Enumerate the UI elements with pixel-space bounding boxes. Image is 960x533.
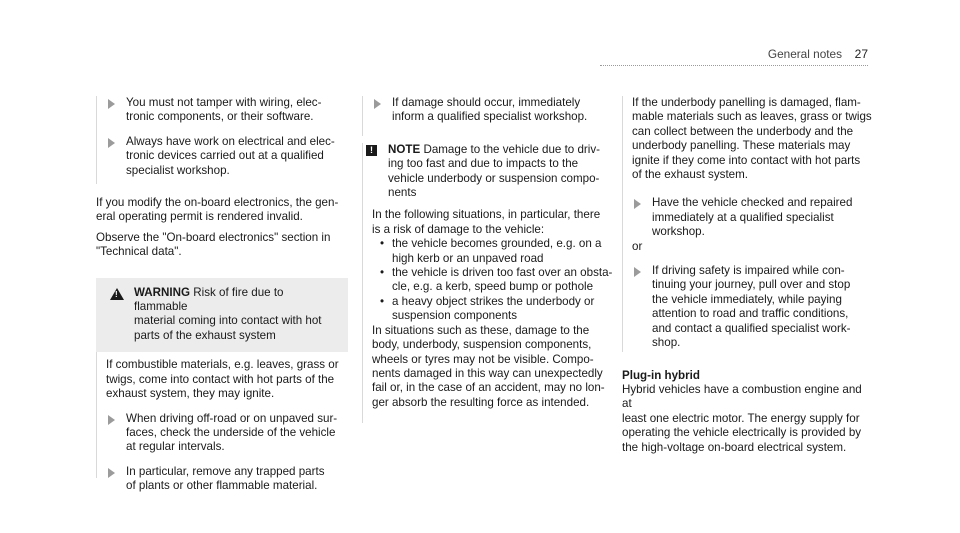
paragraph: If the underbody panelling is damaged, flam- mable materials such as leaves, grass or twigs can collect between the underbody and the underbody panelling. These materials may ignite if they come into contact with hot parts of the exhaust system. xyxy=(632,96,872,182)
note-closing: In situations such as these, damage to the body, underbody, suspension components, wheels or tyres may not be visible. Compo- nents damaged in this way can unexpectedly fail or, in the case of an accident, may no lon- ger absorb the resulting force as intended. xyxy=(372,323,605,409)
warning-heading: Risk of fire due to flammable material coming into contact with hot parts of the exhaust system xyxy=(134,285,322,342)
instruction-step xyxy=(362,96,614,125)
play-arrow-icon xyxy=(108,468,115,478)
list-item: • a heavy object strikes the underbody or suspension components xyxy=(372,295,614,324)
note-header xyxy=(362,143,614,201)
note-intro: In the following situations, in particular, there is a risk of damage to the vehicle: xyxy=(372,208,601,236)
paragraph: Hybrid vehicles have a combustion engine and at least one electric motor. The energy supply for operating the vehicle electrically is provided by the high-voltage on-board electrical system. xyxy=(622,382,862,454)
play-arrow-icon xyxy=(108,138,115,148)
step-text: If damage should occur, immediately inform a qualified specialist workshop. xyxy=(392,96,588,124)
or-label: or xyxy=(632,239,643,253)
column-3 xyxy=(622,96,874,455)
list-item: • the vehicle becomes grounded, e.g. on a high kerb or an unpaved road xyxy=(372,237,614,266)
note-box xyxy=(362,143,614,410)
note-label: NOTE xyxy=(388,142,421,156)
instruction-step xyxy=(622,264,874,350)
paragraph: Observe the "On-board electronics" section in "Technical data". xyxy=(96,230,331,259)
instruction-step xyxy=(96,96,348,125)
warning-header xyxy=(96,278,348,353)
play-arrow-icon xyxy=(374,99,381,109)
step-text: Always have work on electrical and elec- tronic devices carried out at a qualified specialist workshop. xyxy=(126,134,335,177)
warning-body: If combustible materials, e.g. leaves, grass or twigs, come into contact with hot parts of the exhaust system, they may ignite. xyxy=(106,358,339,401)
warning-triangle-icon: ! xyxy=(110,288,124,300)
step-text: If driving safety is impaired while con- tinuing your journey, pull over and stop the vehicle immediately, while paying attention to road and traffic conditions, and contact a qualified specialist work- shop. xyxy=(652,264,851,350)
list-item: • the vehicle is driven too fast over an obsta- cle, e.g. a kerb, speed bump or pothole xyxy=(372,266,614,295)
step-text: When driving off-road or on unpaved sur- faces, check the underside of the vehicle at regular intervals. xyxy=(126,411,338,454)
play-arrow-icon xyxy=(108,99,115,109)
step-text: You must not tamper with wiring, elec- tronic components, or their software. xyxy=(126,96,322,124)
step-text: Have the vehicle checked and repaired immediately at a qualified specialist workshop. xyxy=(652,196,853,239)
page-number: 27 xyxy=(854,47,868,61)
column-2 xyxy=(362,96,614,410)
instruction-step xyxy=(96,135,348,178)
note-exclamation-icon: ! xyxy=(366,145,377,156)
note-bullet-list xyxy=(372,237,614,323)
instruction-step xyxy=(96,412,348,455)
column-1 xyxy=(96,96,348,494)
step-text: In particular, remove any trapped parts of plants or other flammable material. xyxy=(126,464,325,493)
section-title: General notes xyxy=(767,47,842,61)
note-heading: Damage to the vehicle due to driv- ing too fast and due to impacts to the vehicle underbody or suspension compo- nents xyxy=(388,142,601,200)
warning-label: WARNING xyxy=(134,285,191,299)
play-arrow-icon xyxy=(108,415,115,425)
page-header xyxy=(600,47,868,63)
section-heading: Plug-in hybrid xyxy=(622,368,700,382)
play-arrow-icon xyxy=(634,267,641,277)
header-divider xyxy=(600,65,868,66)
instruction-step xyxy=(622,196,874,239)
instruction-step xyxy=(96,465,348,494)
play-arrow-icon xyxy=(634,199,641,209)
paragraph: If you modify the on-board electronics, the gen- eral operating permit is rendered invalid. xyxy=(96,196,339,224)
warning-box xyxy=(96,278,348,494)
